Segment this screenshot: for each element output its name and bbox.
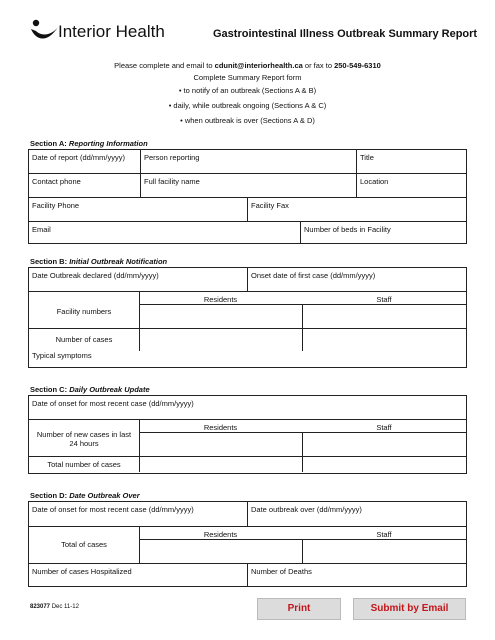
onset-first-case-field[interactable]: Onset date of first case (dd/mm/yyyy) <box>247 268 466 291</box>
section-a-heading: Section A: Reporting Information <box>30 139 148 148</box>
section-a-table <box>28 149 467 244</box>
submit-by-email-button[interactable]: Submit by Email <box>353 598 466 620</box>
org-name: Interior Health <box>58 22 165 41</box>
date-outbreak-over-field[interactable]: Date outbreak over (dd/mm/yyyy) <box>247 502 466 526</box>
total-number-of-cases-label: Total number of cases <box>47 460 121 469</box>
section-d-heading: Section D: Date Outbreak Over <box>30 491 140 500</box>
residents-header: Residents <box>203 295 238 304</box>
title-field[interactable]: Title <box>356 150 466 173</box>
total-cases-residents-input[interactable] <box>139 456 302 472</box>
hospitalized-field[interactable]: Number of cases Hospitalized <box>29 563 247 586</box>
number-of-cases-label: Number of cases <box>55 335 113 344</box>
intro-line-2: Complete Summary Report form <box>193 73 302 82</box>
total-of-cases-label: Total of cases <box>61 540 107 549</box>
facility-numbers-label: Facility numbers <box>56 307 112 316</box>
new-cases-label: Number of new cases in last 24 hours <box>36 430 132 448</box>
residents-header-c: Residents <box>203 423 238 432</box>
location-field[interactable]: Location <box>356 173 466 197</box>
form-number: 823077 Dec 11-12 <box>30 604 79 610</box>
section-c-heading: Section C: Daily Outbreak Update <box>30 385 150 394</box>
staff-header-d: Staff <box>376 530 392 539</box>
full-facility-name-field[interactable]: Full facility name <box>140 173 356 197</box>
intro-bullet-2: • daily, while outbreak ongoing (Sections A & C) <box>168 101 327 110</box>
email-address: cdunit@interiorhealth.ca <box>214 61 303 70</box>
residents-header-d: Residents <box>203 530 238 539</box>
typical-symptoms-field[interactable]: Typical symptoms <box>32 351 92 360</box>
date-outbreak-declared-field[interactable]: Date Outbreak declared (dd/mm/yyyy) <box>32 271 159 280</box>
total-cases-staff-input[interactable] <box>302 539 466 563</box>
section-c-table <box>28 420 467 474</box>
section-b-table <box>28 267 467 368</box>
onset-recent-case-field-d[interactable]: Date of onset for most recent case (dd/mm/yyyy) <box>32 505 194 514</box>
contact-phone-field[interactable]: Contact phone <box>29 173 140 197</box>
onset-recent-case-field-c[interactable]: Date of onset for most recent case (dd/mm/yyyy) <box>28 395 467 420</box>
section-b-heading: Section B: Initial Outbreak Notification <box>30 257 168 266</box>
cases-residents-input[interactable] <box>139 328 302 351</box>
section-d-table <box>28 501 467 587</box>
email-field[interactable]: Email <box>29 221 300 243</box>
staff-header: Staff <box>376 295 392 304</box>
number-of-beds-field[interactable]: Number of beds in Facility <box>300 221 466 243</box>
staff-header-c: Staff <box>376 423 392 432</box>
number-of-deaths-field[interactable]: Number of Deaths <box>247 563 466 586</box>
date-of-report-field[interactable]: Date of report (dd/mm/yyyy) <box>32 153 125 162</box>
page-title: Gastrointestinal Illness Outbreak Summary Report <box>213 28 478 40</box>
facility-phone-field[interactable]: Facility Phone <box>29 197 247 221</box>
fax-number: 250-549-6310 <box>334 61 381 70</box>
intro-bullet-1: • to notify of an outbreak (Sections A & B) <box>178 86 317 95</box>
intro-line-1: Please complete and email to cdunit@interiorhealth.ca or fax to 250-549-6310 <box>114 61 381 70</box>
intro-bullet-3: • when outbreak is over (Sections A & D) <box>180 116 315 125</box>
person-reporting-field[interactable]: Person reporting <box>140 150 356 173</box>
facility-fax-field[interactable]: Facility Fax <box>247 197 466 221</box>
print-button[interactable]: Print <box>257 598 341 620</box>
